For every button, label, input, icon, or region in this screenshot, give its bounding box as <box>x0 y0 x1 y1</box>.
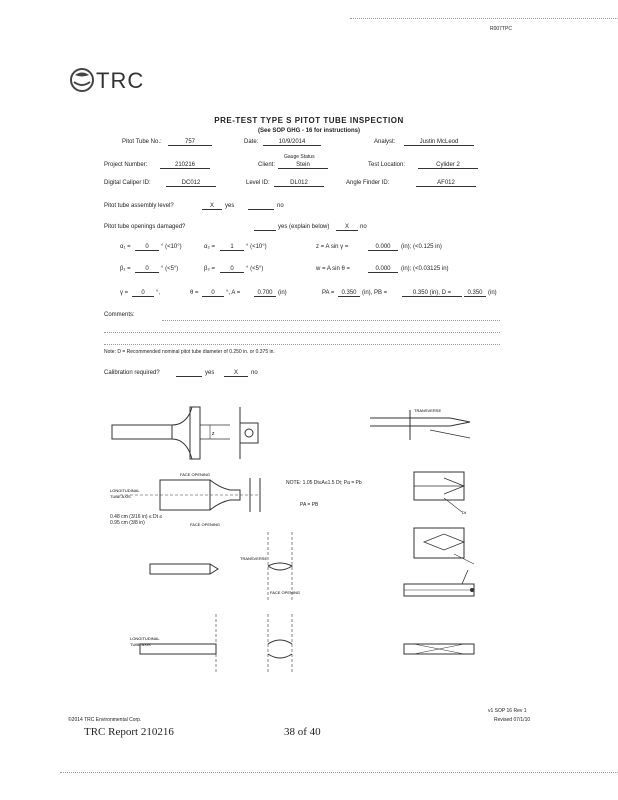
q2-yes-field <box>254 230 276 231</box>
level-label: Level ID: <box>246 180 270 186</box>
trc-logo-mark <box>68 66 98 96</box>
calibration-yes-field <box>176 376 202 377</box>
angle-value: AF012 <box>437 180 455 186</box>
project-value: 210216 <box>174 162 196 168</box>
a-unit: (in) <box>278 290 287 296</box>
q1-yes-mark: X <box>209 203 214 209</box>
date-field <box>263 145 321 146</box>
d-unit: (in) <box>488 290 497 296</box>
footer-rev: v1 SOP 16 Rev 1 <box>488 708 527 714</box>
footer-revised: Revised 07/1/10 <box>494 717 531 723</box>
beta1-tol: ° (<5°) <box>161 266 179 272</box>
scan-line-top <box>350 18 618 19</box>
date-value: 10/9/2014 <box>278 139 306 145</box>
theta-unit: °, A = <box>226 290 241 296</box>
svg-text:FACE OPENING: FACE OPENING <box>180 472 211 477</box>
caliper-label: Digital Caliper ID: <box>104 180 151 186</box>
beta2-field <box>220 272 244 273</box>
calibration-no-field <box>224 376 248 377</box>
z-value: 0.000 <box>375 244 391 250</box>
comments-line-1 <box>162 320 500 321</box>
comments-line-3 <box>104 344 500 345</box>
client-field <box>278 168 328 169</box>
a-field <box>254 296 276 297</box>
q1-label: Pitot tube assembly level? <box>104 203 174 209</box>
q2-label: Pitot tube openings damaged? <box>104 224 186 230</box>
pitot-tube-field <box>168 145 212 146</box>
calibration-no-label: no <box>251 370 258 376</box>
caliper-field <box>166 186 216 187</box>
note: Note: D = Recommended nominal pitot tube diameter of 0.250 in. or 0.375 in. <box>104 349 275 355</box>
beta1-field <box>135 272 159 273</box>
w-label: w = A sin θ = <box>316 266 351 272</box>
pitot-diagram-7 <box>384 566 494 616</box>
alpha1-value: 0 <box>145 244 149 250</box>
z-label: z = A sin γ = <box>316 244 349 250</box>
svg-text:FACE OPENING: FACE OPENING <box>270 590 301 595</box>
project-field <box>160 168 210 169</box>
diagram-note: NOTE: 1.05 Dt≤A≤1.5 Dt; Pa = Pb <box>286 480 362 486</box>
pitot-diagram-1 <box>100 395 270 465</box>
q1-no-label: no <box>277 203 284 209</box>
angle-label: Angle Finder ID: <box>346 180 390 186</box>
calibration-no-mark: X <box>233 370 238 376</box>
analyst-field <box>404 145 474 146</box>
doc-code: R007TPC <box>490 26 512 32</box>
analyst-value: Justin McLeod <box>419 139 459 145</box>
page-title: PRE-TEST TYPE S PITOT TUBE INSPECTION <box>214 116 404 125</box>
logo-text: TRC <box>96 68 145 93</box>
diagram-pa-pb: PA = PB <box>300 502 319 508</box>
diagram-dims: 0.48 cm (3/16 in) ≤ Dt ≤ 0.95 cm (3/8 in) <box>110 514 163 526</box>
gamma-field <box>132 296 154 297</box>
comments-label: Comments: <box>104 312 135 318</box>
theta-label: θ = <box>190 290 199 296</box>
alpha2-field <box>220 250 244 251</box>
scan-line-bottom <box>60 772 618 773</box>
svg-text:LONGITUDINAL: LONGITUDINAL <box>110 488 140 493</box>
beta2-value: 0 <box>230 266 234 272</box>
d-value: 0.350 <box>467 290 483 296</box>
test-location-label: Test Location: <box>368 162 406 168</box>
a-value: 0.700 <box>257 290 273 296</box>
alpha2-tol: ° (<10°) <box>246 244 267 250</box>
alpha1-label: α₁ = <box>120 244 131 250</box>
calibration-label: Calibration required? <box>104 370 160 376</box>
footer-page: 38 of 40 <box>284 726 321 738</box>
pa-field <box>338 296 360 297</box>
alpha2-label: α₂ = <box>204 244 215 250</box>
pitot-diagram-5 <box>384 520 494 570</box>
pitot-diagram-4 <box>384 462 494 522</box>
z-tol: (in); (<0.125 in) <box>401 244 442 250</box>
level-field <box>274 186 324 187</box>
theta-value: 0 <box>211 290 215 296</box>
client-value: Stein <box>296 162 310 168</box>
z-field <box>368 250 398 251</box>
pitot-diagram-9 <box>384 630 494 670</box>
pitot-diagram-2 <box>370 400 490 450</box>
pb-label: (in), PB = <box>362 290 388 296</box>
q1-no-field <box>248 209 274 210</box>
svg-text:Dt: Dt <box>462 510 466 515</box>
level-value: DL012 <box>290 180 308 186</box>
alpha1-field <box>135 250 159 251</box>
svg-text:z: z <box>212 431 215 437</box>
gamma-unit: °, <box>156 290 161 296</box>
pb-field <box>402 296 462 297</box>
q2-no-mark: X <box>344 224 349 230</box>
gamma-value: 0 <box>141 290 145 296</box>
w-value: 0.000 <box>375 266 391 272</box>
pb-value: 0.350 (in), D = <box>412 290 452 296</box>
beta2-tol: ° (<5°) <box>246 266 264 272</box>
svg-text:TRANSVERSE: TRANSVERSE <box>240 556 268 561</box>
pa-label: PA = <box>322 290 335 296</box>
pitot-tube-value: 757 <box>184 139 195 145</box>
pitot-tube-label: Pitot Tube No.: <box>122 139 162 145</box>
trc-logo <box>68 66 158 96</box>
client-label: Client: <box>258 162 276 168</box>
q2-yes-label: yes (explain below) <box>278 224 330 230</box>
svg-text:TUBE AXIS: TUBE AXIS <box>110 494 131 499</box>
gauge-status-label: Gauge Status <box>284 154 315 160</box>
w-field <box>368 272 398 273</box>
svg-text:FACE OPENING: FACE OPENING <box>190 522 221 527</box>
beta2-label: β₂ = <box>204 266 215 272</box>
caliper-value: DC012 <box>181 180 201 186</box>
gamma-label: γ = <box>120 290 129 296</box>
pa-value: 0.350 <box>341 290 357 296</box>
alpha2-value: 1 <box>230 244 234 250</box>
w-tol: (in); (<0.03125 in) <box>401 266 449 272</box>
calibration-yes-label: yes <box>205 370 215 376</box>
comments-line-2 <box>104 332 500 333</box>
pitot-diagram-8 <box>130 614 320 674</box>
d-field <box>464 296 486 297</box>
angle-field <box>416 186 476 187</box>
q2-no-field <box>336 230 358 231</box>
q1-yes-label: yes <box>225 203 235 209</box>
footer-copyright: ©2014 TRC Environmental Corp. <box>68 717 142 723</box>
q1-yes-field <box>202 209 222 210</box>
theta-field <box>202 296 224 297</box>
beta1-value: 0 <box>145 266 149 272</box>
beta1-label: β₁ = <box>120 266 131 272</box>
alpha1-tol: ° (<10°) <box>161 244 182 250</box>
svg-text:TRANSVERSE: TRANSVERSE <box>414 408 442 413</box>
pitot-diagram-6 <box>140 532 310 602</box>
q2-no-label: no <box>360 224 367 230</box>
page-subtitle: (See SOP GHG - 16 for instructions) <box>258 128 360 134</box>
svg-text:TUBE AXIS: TUBE AXIS <box>130 642 151 647</box>
analyst-label: Analyst: <box>374 139 396 145</box>
svg-text:LONGITUDINAL: LONGITUDINAL <box>130 636 160 641</box>
date-label: Date: <box>244 139 259 145</box>
test-location-value: Cylider 2 <box>436 162 460 168</box>
test-location-field <box>418 168 478 169</box>
footer-report: TRC Report 210216 <box>84 726 174 738</box>
project-label: Project Number: <box>104 162 148 168</box>
